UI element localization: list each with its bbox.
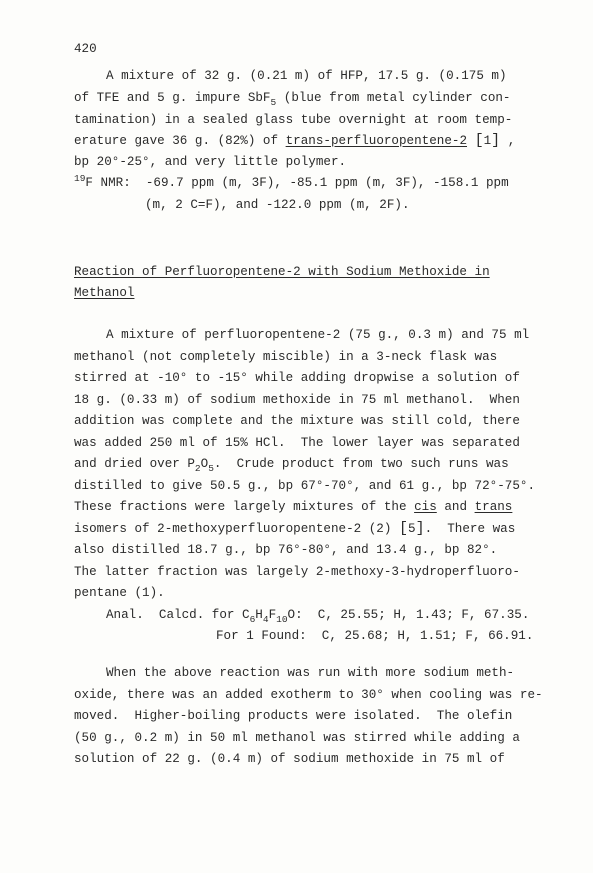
text-line: also distilled 18.7 g., bp 76°-80°, and 13.4 g., bp 82°. xyxy=(74,543,498,557)
text-line: tamination) in a sealed glass tube overnight at room temp- xyxy=(74,113,513,127)
text-line: erature gave 36 g. (82%) of trans-perfluoropentene-2 [1] , xyxy=(74,132,516,149)
text-line: These fractions were largely mixtures of the cis and trans xyxy=(74,500,513,514)
heading-line: Reaction of Perfluoropentene-2 with Sodium Methoxide in xyxy=(74,265,490,279)
text-line: solution of 22 g. (0.4 m) of sodium methoxide in 75 ml of xyxy=(74,752,505,766)
heading-line: Methanol xyxy=(74,286,135,300)
nmr-data: (m, 2 C=F), and -122.0 ppm (m, 2F). xyxy=(145,198,410,212)
text-line: A mixture of 32 g. (0.21 m) of HFP, 17.5 g. (0.175 m) xyxy=(106,69,507,83)
text-line: 18 g. (0.33 m) of sodium methoxide in 75 ml methanol. When xyxy=(74,393,520,407)
nmr-data: $^{19}$F NMR: -69.7 ppm (m, 3F), -85.1 ppm (m, 3F), -158.1 ppm xyxy=(74,173,509,190)
text-line: When the above reaction was run with more sodium meth- xyxy=(106,666,515,680)
page-number: 420 xyxy=(74,42,97,56)
text-line: pentane (1). xyxy=(74,586,165,600)
reference-marker: 5 xyxy=(408,522,416,536)
text-line: bp 20°-25°, and very little polymer. xyxy=(74,155,347,169)
text-line: A mixture of perfluoropentene-2 (75 g., 0.3 m) and 75 ml xyxy=(106,328,530,342)
text-line: distilled to give 50.5 g., bp 67°-70°, and 61 g., bp 72°-75°. xyxy=(74,479,536,493)
text-line: methanol (not completely miscible) in a 3-neck flask was xyxy=(74,350,498,364)
text-line: was added 250 ml of 15% HCl. The lower layer was separated xyxy=(74,436,520,450)
text-line: addition was complete and the mixture was still cold, there xyxy=(74,414,520,428)
reference-marker: 1 xyxy=(483,134,492,148)
text-line: (50 g., 0.2 m) in 50 ml methanol was stirred while adding a xyxy=(74,731,520,745)
text-line: isomers of 2-methoxyperfluoropentene-2 (2) [5]. There was xyxy=(74,520,516,537)
analysis-found: For 1 Found: C, 25.68; H, 1.51; F, 66.91. xyxy=(216,629,534,643)
text-line: The latter fraction was largely 2-methoxy-3-hydroperfluoro- xyxy=(74,565,520,579)
text-line: of TFE and 5 g. impure SbF$_5$ (blue from metal cylinder con- xyxy=(74,91,511,108)
text-line: stirred at -10° to -15° while adding dropwise a solution of xyxy=(74,371,520,385)
analysis-calcd: Anal. Calcd. for $C_6H_4F_{10}O$: C, 25.55; H, 1.43; F, 67.35. xyxy=(106,608,530,625)
text-line: and dried over $P_2O_5$. Crude product from two such runs was xyxy=(74,457,509,474)
text-line: oxide, there was an added exotherm to 30° when cooling was re- xyxy=(74,688,543,702)
text-line: moved. Higher-boiling products were isolated. The olefin xyxy=(74,709,513,723)
